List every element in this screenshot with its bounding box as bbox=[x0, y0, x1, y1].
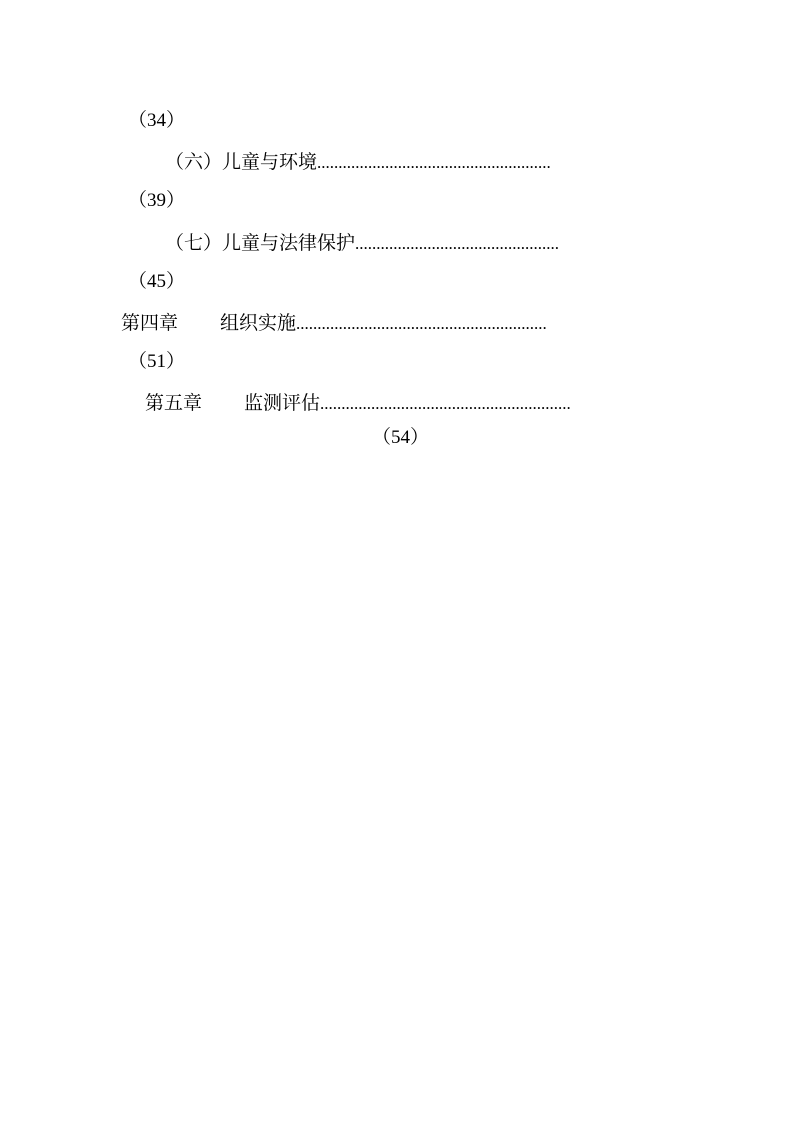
toc-entry-chapter-4[interactable] bbox=[121, 311, 547, 336]
toc-chapter-label: 第五章 bbox=[145, 392, 203, 414]
toc-entry-title: （七）儿童与法律保护 bbox=[165, 232, 356, 254]
toc-entry-children-law[interactable] bbox=[165, 231, 559, 256]
toc-page-number: （51） bbox=[128, 351, 186, 372]
toc-leader-dots: ........................................................... bbox=[320, 394, 571, 413]
toc-leader-dots: ................................................ bbox=[355, 234, 560, 253]
toc-entry-children-environment[interactable] bbox=[165, 150, 551, 175]
toc-page-number: （39） bbox=[128, 190, 186, 211]
toc-entry-title: 监测评估 bbox=[244, 392, 321, 414]
toc-chapter-label: 第四章 bbox=[121, 312, 179, 334]
toc-entry-title: （六）儿童与环境 bbox=[165, 151, 318, 173]
toc-entry-chapter-5[interactable] bbox=[145, 391, 571, 416]
toc-page-number: （54） bbox=[372, 427, 430, 448]
toc-page-number: （34） bbox=[128, 110, 186, 131]
toc-leader-dots: ....................................................... bbox=[317, 153, 551, 172]
toc-leader-dots: ........................................................... bbox=[296, 314, 547, 333]
toc-page-number: （45） bbox=[128, 271, 186, 292]
toc-entry-title: 组织实施 bbox=[220, 312, 297, 334]
